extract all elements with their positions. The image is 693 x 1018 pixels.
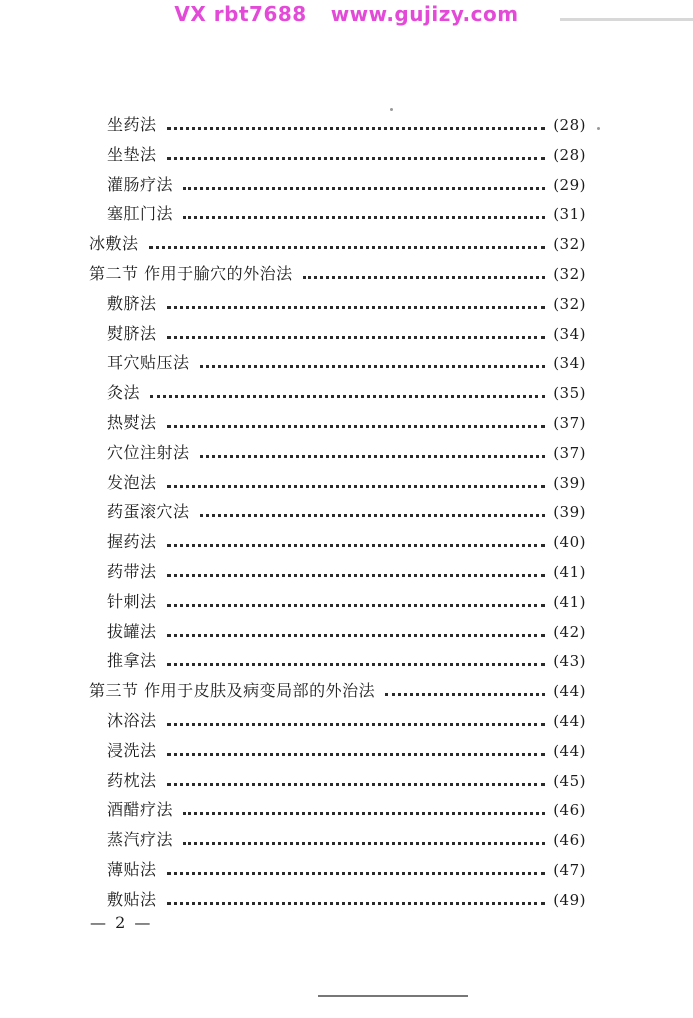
- toc-entry: [107, 887, 586, 913]
- dot-leader: [167, 485, 546, 488]
- toc-entry: [107, 589, 586, 615]
- watermark-right: www.gujizy.com: [330, 2, 519, 26]
- toc-entry-title: 热熨法: [107, 413, 157, 432]
- toc-entry-title: 坐垫法: [107, 144, 157, 164]
- toc-entry-page: (35): [553, 384, 586, 403]
- toc-entry: [107, 112, 586, 138]
- toc-entry-title: 敷脐法: [107, 293, 157, 313]
- dot-leader: [167, 783, 546, 786]
- toc-entry-page: (45): [553, 771, 586, 790]
- toc-entry-page: (34): [553, 354, 586, 373]
- toc-entry-page: (34): [553, 324, 586, 343]
- toc-entry-title: 浸洗法: [107, 740, 157, 760]
- toc-entry-title: 灌肠疗法: [107, 174, 174, 194]
- toc-entry-title: 握药法: [107, 532, 157, 552]
- toc-entry-title: 塞肛门法: [107, 204, 174, 224]
- toc-entry: [89, 678, 586, 704]
- toc-entry-page: (32): [553, 235, 586, 254]
- toc-entry-page: (32): [553, 265, 586, 283]
- page-number: — 2 —: [90, 913, 153, 932]
- toc-entry-page: (29): [553, 175, 586, 194]
- toc-entry-title: 酒醋疗法: [107, 800, 174, 820]
- dot-leader: [167, 425, 546, 428]
- toc-entry-title: 药带法: [107, 562, 157, 581]
- dot-leader: [200, 455, 546, 458]
- toc-entry-title: 蒸汽疗法: [107, 830, 174, 850]
- toc-entry-title: 坐药法: [107, 115, 157, 134]
- dot-leader: [167, 634, 546, 637]
- toc-entry-title: 冰敷法: [89, 234, 139, 254]
- dot-leader: [183, 812, 545, 815]
- dot-leader: [167, 127, 546, 130]
- toc-entry-title: 推拿法: [107, 651, 157, 671]
- toc-entry-title: 第三节 作用于皮肤及病变局部的外治法: [89, 681, 376, 701]
- toc-entry: [107, 440, 586, 466]
- dot-leader: [183, 216, 545, 219]
- dot-leader: [385, 693, 545, 696]
- dot-leader: [167, 336, 546, 339]
- toc-entry-title: 熨脐法: [107, 323, 157, 343]
- toc-entry-title: 药蛋滚穴法: [107, 502, 190, 522]
- toc-entry: [107, 768, 586, 794]
- toc-entry: [107, 797, 586, 823]
- toc-entry: [89, 261, 586, 287]
- toc-entry-page: (44): [553, 712, 586, 730]
- toc-entry: [107, 738, 586, 764]
- dot-leader: [167, 544, 546, 547]
- toc-entry-page: (32): [553, 294, 586, 313]
- toc-entry-title: 薄贴法: [107, 860, 157, 879]
- toc-entry: [107, 499, 586, 525]
- toc-entry-page: (28): [553, 145, 586, 164]
- dot-leader: [200, 365, 546, 368]
- toc-entry-title: 药枕法: [107, 770, 157, 790]
- dot-leader: [150, 395, 545, 398]
- dot-leader: [303, 276, 546, 279]
- dot-leader: [167, 872, 546, 875]
- toc-entry-page: (46): [553, 801, 586, 820]
- toc-entry-title: 敷贴法: [107, 889, 157, 909]
- toc-entry: [107, 827, 586, 853]
- toc-entry-page: (42): [553, 622, 586, 641]
- scan-speck: [390, 108, 393, 111]
- dot-leader: [167, 157, 546, 160]
- top-rule: [560, 18, 693, 21]
- toc-entry-page: (46): [553, 831, 586, 850]
- toc-entry-title: 穴位注射法: [107, 442, 190, 462]
- toc-entry: [107, 648, 586, 674]
- dot-leader: [183, 842, 545, 845]
- watermark: [0, 2, 693, 28]
- toc-entry: [107, 619, 586, 645]
- toc-entry-page: (47): [553, 861, 586, 879]
- toc-entry-page: (37): [553, 443, 586, 462]
- toc-entry-page: (39): [553, 503, 586, 522]
- dot-leader: [167, 902, 546, 905]
- dot-leader: [200, 514, 546, 517]
- watermark-left: VX rbt7688: [174, 2, 307, 26]
- toc-entry-title: 第二节 作用于腧穴的外治法: [89, 264, 293, 283]
- toc-entry: [107, 350, 586, 376]
- toc-entry-page: (49): [553, 890, 586, 909]
- toc-entry: [107, 291, 586, 317]
- toc-entry: [107, 559, 586, 585]
- toc-entry-page: (41): [553, 592, 586, 611]
- dot-leader: [167, 663, 546, 666]
- scan-speck: [597, 127, 600, 130]
- dot-leader: [167, 604, 546, 607]
- toc-entry: [107, 470, 586, 496]
- toc-entry: [107, 321, 586, 347]
- toc-entry: [107, 380, 586, 406]
- toc-entry-page: (44): [553, 741, 586, 760]
- toc-entry-page: (40): [553, 533, 586, 552]
- toc-entry-page: (37): [553, 414, 586, 432]
- dot-leader: [149, 246, 546, 249]
- toc-entry: [107, 172, 586, 198]
- toc-entry-title: 耳穴贴压法: [107, 353, 190, 373]
- toc-entry-page: (28): [553, 116, 586, 134]
- toc-entry-page: (31): [553, 205, 586, 224]
- toc-entry: [89, 231, 586, 257]
- toc-entry-page: (43): [553, 652, 586, 671]
- dot-leader: [183, 187, 545, 190]
- toc-entry: [107, 410, 586, 436]
- toc-entry-title: 针刺法: [107, 591, 157, 611]
- toc-entry-page: (39): [553, 473, 586, 492]
- toc-entry-title: 拔罐法: [107, 621, 157, 641]
- dot-leader: [167, 574, 546, 577]
- toc-entry: [107, 201, 586, 227]
- toc-entry-title: 灸法: [107, 383, 141, 403]
- toc-entry-title: 沐浴法: [107, 711, 157, 730]
- toc-entry-title: 发泡法: [107, 472, 157, 492]
- toc-entry-page: (41): [553, 563, 586, 581]
- dot-leader: [167, 306, 546, 309]
- bottom-rule: [318, 995, 468, 997]
- dot-leader: [167, 723, 546, 726]
- toc-entry: [107, 857, 586, 883]
- toc-entry: [107, 529, 586, 555]
- toc-entry: [107, 708, 586, 734]
- toc-entry-page: (44): [553, 682, 586, 701]
- toc-entry: [107, 142, 586, 168]
- dot-leader: [167, 753, 546, 756]
